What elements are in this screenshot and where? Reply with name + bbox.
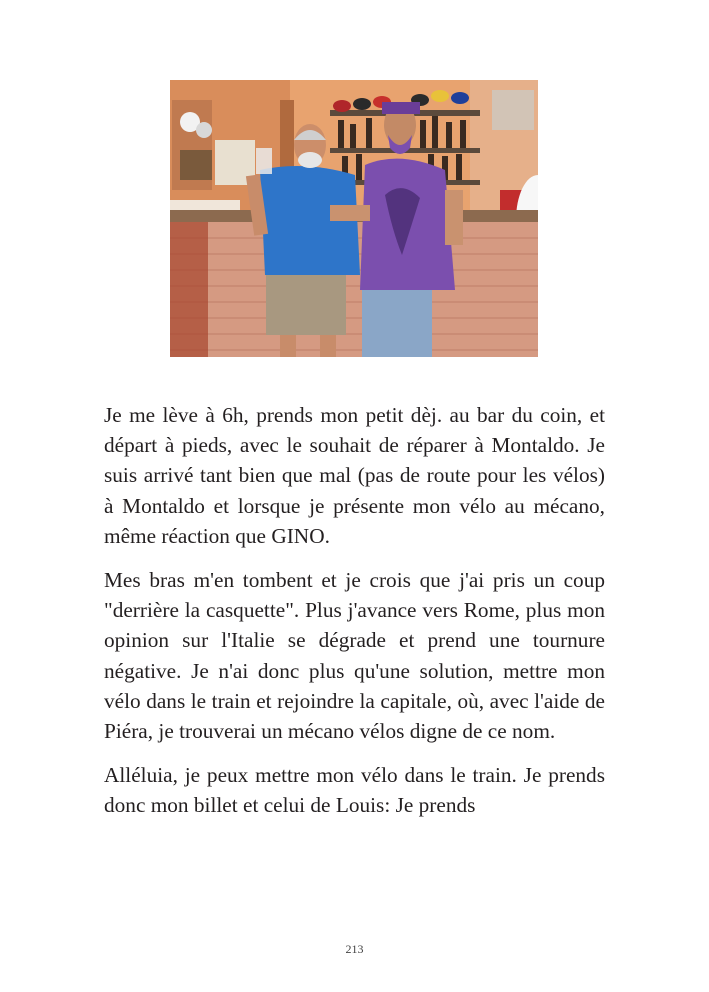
paragraph-1: Je me lève à 6h, prends mon petit dèj. au bar du coin, et départ à pieds, avec le souhait de réparer à Montaldo. Je suis arrivé tant bien que mal (pas de route pour les vélos) à Montaldo et lorsque je présente mon vélo au mécano, même réaction que GINO. xyxy=(104,403,605,548)
paragraph-2: Mes bras m'en tombent et je crois que j'ai pris un coup "derrière la casquette". Plus j'avance vers Rome, plus mon opinion sur l'Italie se dégrade et prend une tournure négative. Je n'ai donc plus qu'une solution, mettre mon vélo dans le train et rejoindre la capitale, où, avec l'aide de Piéra, je trouverai un mécano vélos digne de ce nom. xyxy=(104,568,605,744)
photo-image xyxy=(170,80,538,357)
page-number: 213 xyxy=(345,942,364,956)
body-text xyxy=(104,400,605,835)
photo xyxy=(170,80,538,357)
paragraph-3: Alléluia, je peux mettre mon vélo dans le train. Je prends donc mon billet et celui de Louis: Je prends xyxy=(104,763,605,818)
